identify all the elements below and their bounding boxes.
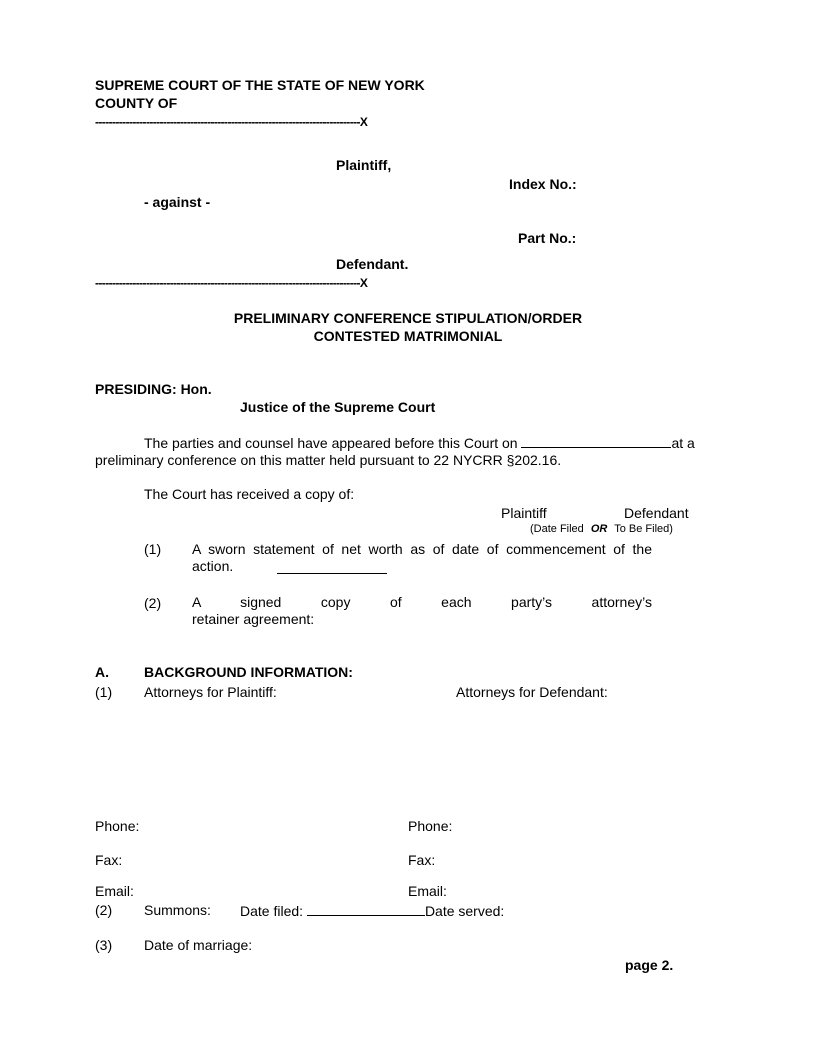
received-item-text: A sworn statement of net worth as of date of commencement of the	[192, 541, 652, 557]
court-name: SUPREME COURT OF THE STATE OF NEW YORK	[95, 77, 425, 93]
attorneys-defendant-label: Attorneys for Defendant:	[456, 684, 608, 700]
section-a-heading: BACKGROUND INFORMATION:	[144, 664, 353, 680]
received-heading: The Court has received a copy of:	[144, 486, 355, 502]
intro-line2: preliminary conference on this matter held pursuant to 22 NYCRR §202.16.	[95, 452, 562, 468]
defendant-email-label: Email:	[408, 883, 447, 899]
intro-line1-text: The parties and counsel have appeared before this Court on	[144, 435, 518, 451]
document-title: PRELIMINARY CONFERENCE STIPULATION/ORDER	[233, 310, 583, 326]
caption-separator-top: ------------------------------------------------------------------------------X	[95, 115, 368, 129]
defendant-label: Defendant.	[336, 256, 409, 272]
justice-label: Justice of the Supreme Court	[240, 399, 436, 415]
column-defendant: Defendant	[624, 505, 689, 521]
received-item-text-cont: retainer agreement:	[192, 611, 315, 627]
item-number: (3)	[95, 937, 113, 953]
date-filed-legend: (Date Filed	[530, 523, 584, 535]
summons-label: Summons:	[144, 902, 211, 918]
received-item-number: (2)	[144, 595, 162, 611]
defendant-fax-label: Fax:	[408, 852, 436, 868]
received-item-text-cont: action.	[192, 558, 234, 574]
intro-line1	[144, 434, 695, 452]
date-filed-blank[interactable]	[307, 902, 425, 916]
date-filed-label: Date filed:	[240, 903, 304, 919]
document-subtitle: CONTESTED MATRIMONIAL	[313, 328, 503, 344]
page-number: page 2.	[625, 957, 674, 973]
plaintiff-phone-label: Phone:	[95, 818, 140, 834]
date-served-label: Date served:	[424, 903, 505, 919]
received-item-text: A signed copy of each party’s attorney’s	[192, 594, 652, 610]
plaintiff-email-label: Email:	[95, 883, 134, 899]
part-no-label: Part No.:	[518, 230, 577, 246]
item-number: (2)	[95, 902, 113, 918]
county-line: COUNTY OF	[95, 95, 178, 111]
plaintiff-fax-label: Fax:	[95, 852, 123, 868]
index-no-label: Index No.:	[509, 176, 577, 192]
intro-line1-end: at a	[671, 435, 695, 451]
attorneys-plaintiff-label: Attorneys for Plaintiff:	[144, 684, 277, 700]
date-of-marriage-label: Date of marriage:	[144, 937, 253, 953]
to-be-filed-legend: To Be Filed)	[614, 523, 673, 535]
defendant-phone-label: Phone:	[408, 818, 453, 834]
section-a-letter: A.	[95, 664, 109, 680]
item-number: (1)	[95, 684, 113, 700]
column-plaintiff: Plaintiff	[501, 505, 547, 521]
caption-separator-bottom: ------------------------------------------------------------------------------X	[95, 276, 368, 290]
received-item-number: (1)	[144, 541, 162, 557]
plaintiff-label: Plaintiff,	[336, 157, 392, 173]
summons-date-filed	[240, 902, 504, 920]
or-legend: OR	[590, 523, 608, 535]
filing-status-legend	[530, 521, 673, 538]
presiding-label: PRESIDING: Hon.	[95, 381, 212, 397]
against-label: - against -	[144, 194, 211, 210]
appearance-date-blank[interactable]	[521, 434, 671, 448]
net-worth-date-blank[interactable]	[277, 560, 387, 574]
